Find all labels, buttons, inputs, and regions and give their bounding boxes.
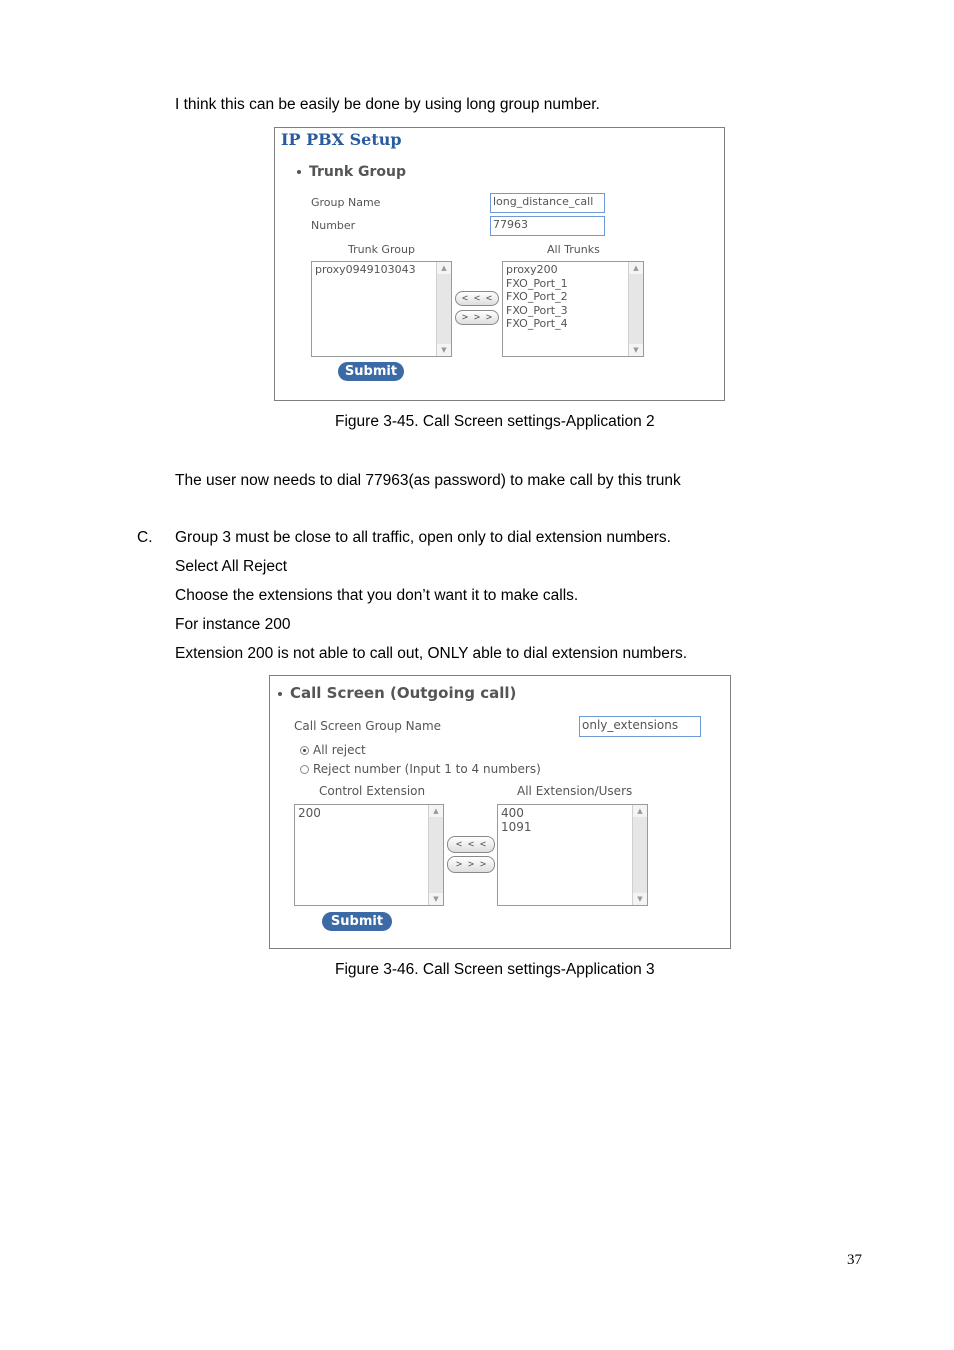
figure-caption: Figure 3-46. Call Screen settings-Application 3 [335, 961, 655, 978]
control-extension-list[interactable] [294, 804, 444, 906]
bullet-icon [278, 692, 282, 696]
list-item[interactable]: proxy0949103043 [315, 263, 416, 276]
list-marker: C. [137, 529, 153, 546]
list-item[interactable]: FXO_Port_1 [506, 276, 568, 290]
submit-button[interactable]: Submit [338, 362, 404, 381]
list-item[interactable]: 200 [298, 806, 321, 820]
page-title: IP PBX Setup [281, 130, 402, 149]
trunk-group-list[interactable] [311, 261, 452, 357]
scroll-down-icon[interactable]: ▼ [437, 344, 451, 356]
move-right-button[interactable]: > > > [455, 310, 499, 325]
scrollbar[interactable] [628, 262, 643, 356]
list-item[interactable]: FXO_Port_4 [506, 317, 568, 330]
move-right-button[interactable]: > > > [447, 856, 495, 873]
figure-call-screen [269, 675, 731, 949]
list-item[interactable]: 1091 [501, 820, 532, 834]
scroll-up-icon[interactable]: ▲ [437, 262, 451, 274]
number-input[interactable]: 77963 [490, 216, 605, 236]
intro-text: I think this can be easily be done by using long group number. [175, 96, 600, 113]
radio-reject-number[interactable] [300, 762, 541, 776]
section-title [278, 684, 516, 702]
number-label: Number [311, 219, 356, 232]
all-trunks-label: All Trunks [547, 243, 600, 256]
list-item[interactable]: 400 [501, 806, 524, 820]
list-line: For instance 200 [175, 616, 291, 633]
all-extension-label: All Extension/Users [517, 784, 633, 798]
scroll-down-icon[interactable]: ▼ [429, 893, 443, 905]
radio-reject-number-label: Reject number (Input 1 to 4 numbers) [313, 762, 541, 776]
body-paragraph: The user now needs to dial 77963(as password) to make call by this trunk [175, 472, 681, 489]
radio-unselected-icon[interactable] [300, 765, 309, 774]
bullet-icon [297, 170, 301, 174]
radio-all-reject[interactable] [300, 743, 366, 757]
group-name-label: Group Name [311, 196, 381, 209]
group-name-label: Call Screen Group Name [294, 719, 442, 733]
scroll-down-icon[interactable]: ▼ [633, 893, 647, 905]
all-trunks-list[interactable] [502, 261, 644, 357]
all-extension-list[interactable] [497, 804, 648, 906]
radio-all-reject-label: All reject [313, 743, 366, 757]
list-line: Group 3 must be close to all traffic, open only to dial extension numbers. [175, 529, 671, 546]
figure-ip-pbx-setup [274, 127, 725, 401]
section-title [297, 164, 406, 180]
group-name-input[interactable]: long_distance_call [490, 193, 605, 213]
scrollbar[interactable] [632, 805, 647, 905]
move-left-button[interactable]: < < < [447, 836, 495, 853]
list-item[interactable]: FXO_Port_3 [506, 303, 568, 317]
trunk-group-label: Trunk Group [348, 243, 415, 256]
list-line: Extension 200 is not able to call out, ONLY able to dial extension numbers. [175, 645, 688, 662]
scrollbar[interactable] [436, 262, 451, 356]
scroll-up-icon[interactable]: ▲ [429, 805, 443, 817]
radio-selected-icon[interactable] [300, 746, 309, 755]
page-number: 37 [847, 1252, 862, 1268]
section-title-text: Call Screen (Outgoing call) [290, 684, 517, 702]
scroll-up-icon[interactable]: ▲ [629, 262, 643, 274]
scrollbar[interactable] [428, 805, 443, 905]
scroll-up-icon[interactable]: ▲ [633, 805, 647, 817]
control-extension-label: Control Extension [319, 784, 426, 798]
list-line: Choose the extensions that you don’t want it to make calls. [175, 587, 579, 604]
list-item[interactable]: FXO_Port_2 [506, 290, 568, 303]
list-line: Select All Reject [175, 558, 287, 575]
section-title-text: Trunk Group [309, 164, 407, 180]
group-name-input[interactable]: only_extensions [579, 716, 701, 737]
list-item[interactable]: proxy200 [506, 263, 558, 276]
figure-caption: Figure 3-45. Call Screen settings-Application 2 [335, 413, 655, 430]
move-left-button[interactable]: < < < [455, 291, 499, 306]
submit-button[interactable]: Submit [322, 912, 392, 931]
scroll-down-icon[interactable]: ▼ [629, 344, 643, 356]
